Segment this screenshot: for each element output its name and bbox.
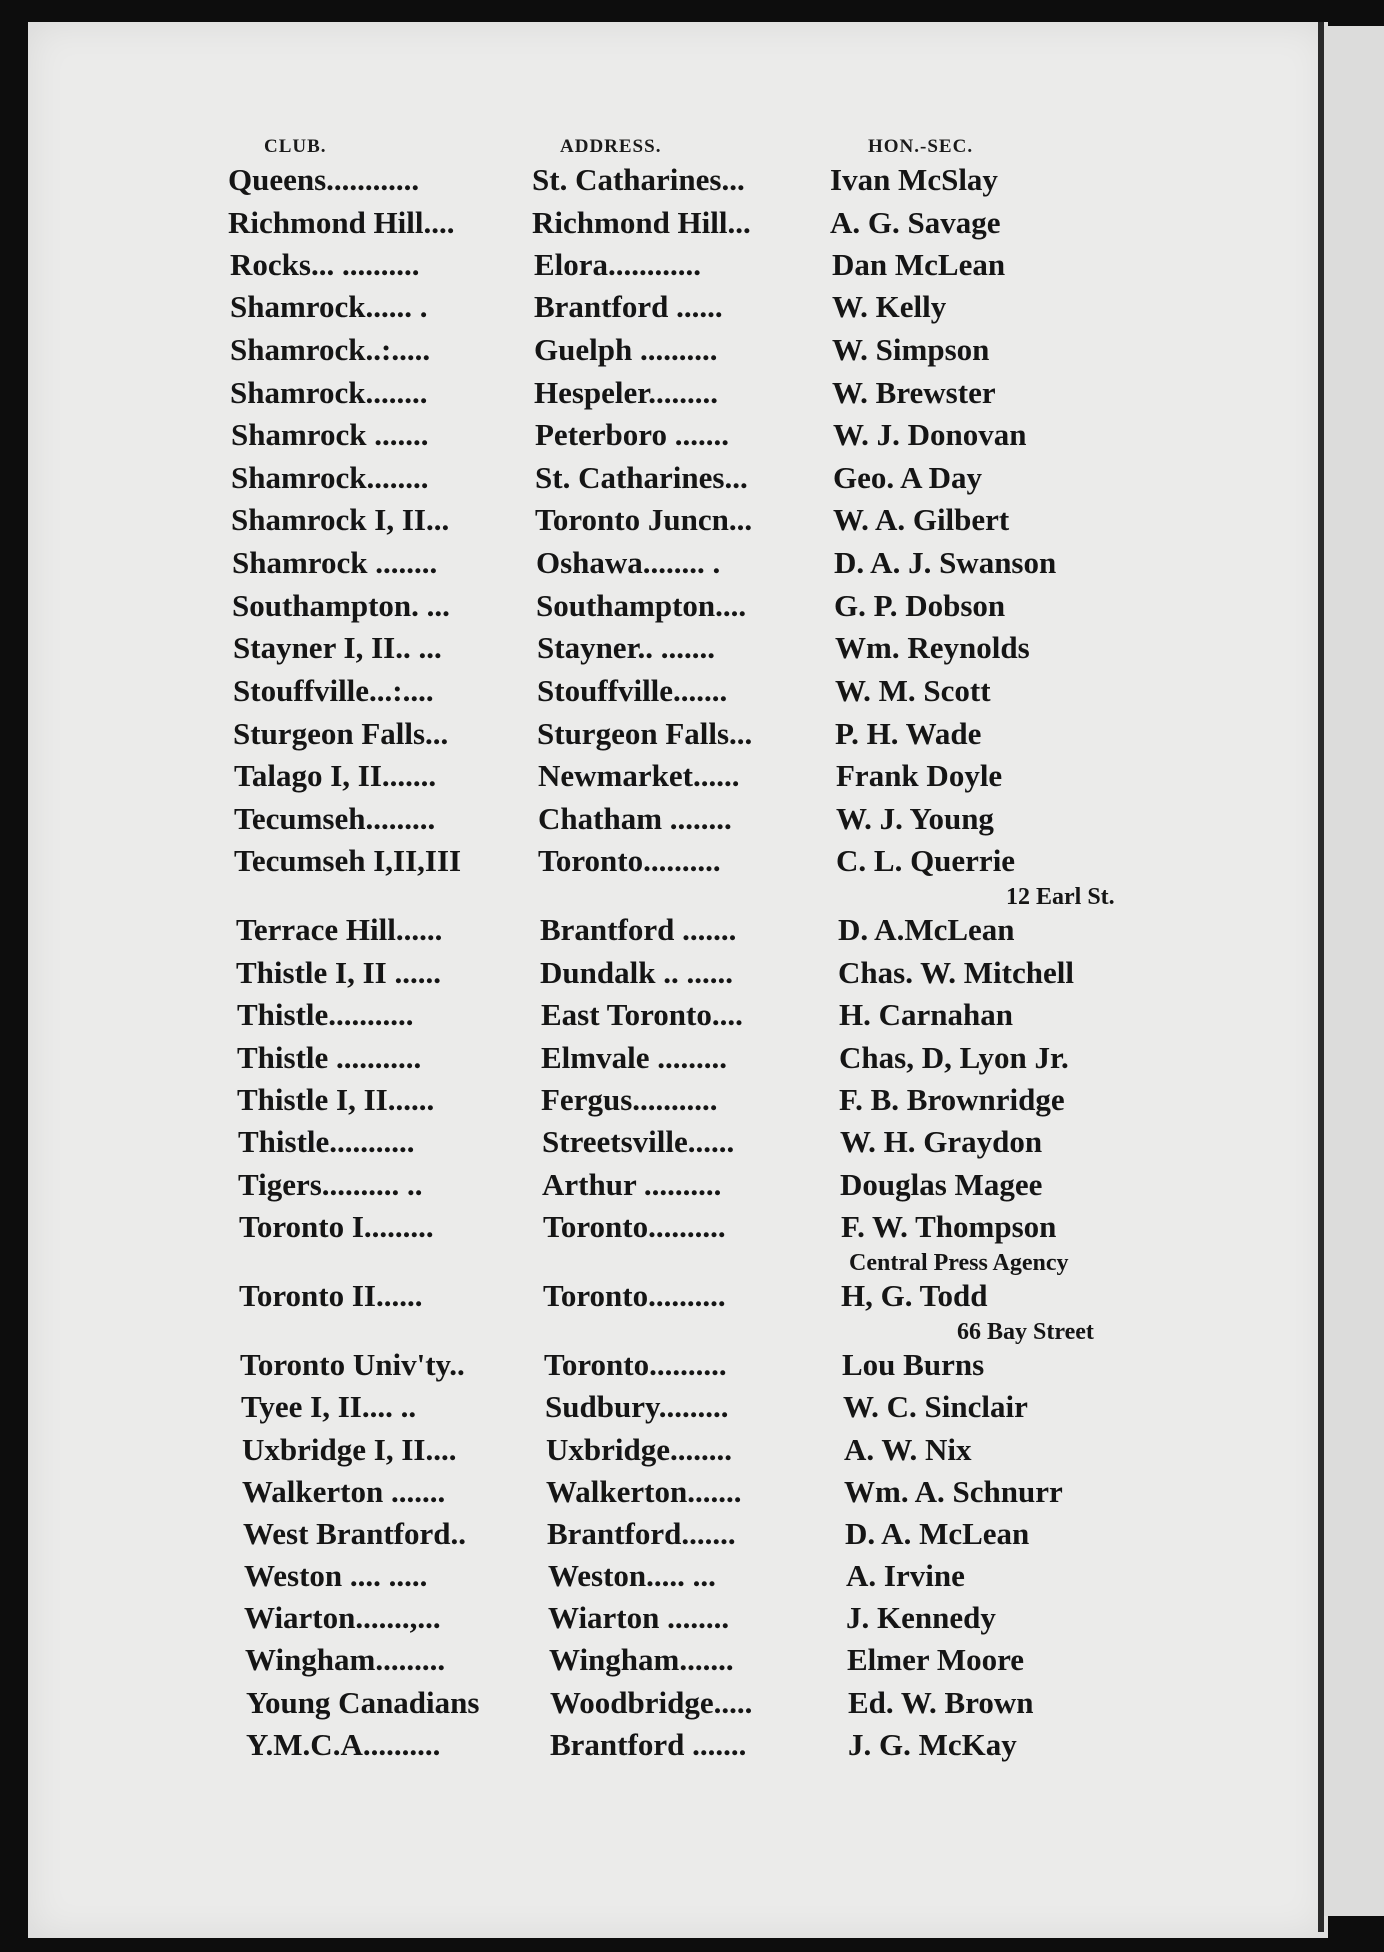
club-name: Thistle I, II...... [237,1082,435,1117]
club-name: Thistle........... [238,1124,415,1159]
hon-secretary: W. J. Donovan [833,417,1027,452]
club-name: Terrace Hill...... [236,912,443,947]
hon-secretary: W. H. Graydon [840,1124,1043,1159]
secretary-address-note: 12 Earl St. [1006,884,1115,910]
club-name: Tecumseh......... [234,801,436,836]
hon-secretary: J. Kennedy [846,1600,996,1635]
hon-secretary: P. H. Wade [835,716,982,751]
club-address: Stouffville....... [537,673,728,708]
hon-secretary: W. A. Gilbert [833,502,1010,537]
hon-secretary: W. C. Sinclair [843,1389,1028,1424]
club-name: Tecumseh I,II,III [234,843,462,878]
club-name: Rocks... .......... [230,247,420,282]
club-name: Shamrock..:..... [230,332,431,367]
club-name: Wingham......... [245,1642,446,1677]
hon-secretary: Dan McLean [832,247,1006,282]
club-name: Stayner I, II.. ... [233,630,442,665]
hon-secretary: Ed. W. Brown [848,1685,1034,1720]
hon-secretary: F. B. Brownridge [839,1082,1065,1117]
club-address: Sturgeon Falls... [537,716,753,751]
club-address: Elora............ [534,247,702,282]
hon-secretary: Frank Doyle [836,758,1003,793]
club-name: Uxbridge I, II.... [242,1432,457,1467]
club-name: Tyee I, II.... .. [241,1389,417,1424]
club-address: Richmond Hill... [532,205,751,240]
club-address: Oshawa........ . [536,545,721,580]
hon-secretary: Elmer Moore [847,1642,1025,1677]
hon-secretary: Wm. A. Schnurr [844,1474,1063,1509]
club-address: Guelph .......... [534,332,718,367]
club-address: Toronto.......... [543,1209,726,1244]
club-address: Dundalk .. ...... [540,955,733,990]
secretary-address-note: 66 Bay Street [957,1319,1094,1345]
club-address: Chatham ........ [538,801,732,836]
hon-secretary: H. Carnahan [839,997,1013,1032]
hon-secretary: A. Irvine [846,1558,965,1593]
hon-secretary: Geo. A Day [833,460,982,495]
header-club: CLUB. [264,136,327,157]
club-name: Tigers.......... .. [238,1167,423,1202]
club-address: Brantford ...... [534,289,723,324]
club-name: Thistle I, II ...... [236,955,441,990]
hon-secretary: W. Simpson [832,332,990,367]
club-address: Weston..... ... [548,1558,716,1593]
hon-secretary: Lou Burns [842,1347,985,1382]
hon-secretary: Chas, D, Lyon Jr. [839,1040,1069,1075]
club-name: Queens............ [228,162,420,197]
club-address: Toronto.......... [538,843,721,878]
hon-secretary: C. L. Querrie [836,843,1016,878]
header-hon-sec: HON.-SEC. [868,136,974,157]
club-address: Woodbridge..... [550,1685,753,1720]
club-address: Wingham....... [549,1642,734,1677]
club-address: Elmvale ......... [541,1040,727,1075]
club-name: Southampton. ... [232,588,450,623]
hon-secretary: D. A.McLean [838,912,1015,947]
club-name: Toronto Univ'ty.. [240,1347,465,1382]
hon-secretary: H, G. Todd [841,1278,988,1313]
club-name: Wiarton.......,... [244,1600,441,1635]
club-name: Shamrock...... . [230,289,428,324]
hon-secretary: D. A. McLean [845,1516,1030,1551]
club-address: Stayner.. ....... [537,630,715,665]
club-address: St. Catharines... [532,162,745,197]
hon-secretary: Ivan McSlay [830,162,998,197]
hon-secretary: W. J. Young [836,801,994,836]
club-name: West Brantford.. [243,1516,467,1551]
club-name: Shamrock ....... [231,417,429,452]
club-address: Wiarton ........ [548,1600,730,1635]
club-name: Toronto I......... [239,1209,434,1244]
hon-secretary: Chas. W. Mitchell [838,955,1074,990]
club-name: Thistle ........... [237,1040,422,1075]
club-address: Arthur .......... [542,1167,722,1202]
adjacent-page-edge [1324,26,1384,1916]
hon-secretary: F. W. Thompson [841,1209,1057,1244]
club-address: St. Catharines... [535,460,748,495]
hon-secretary: W. Kelly [832,289,947,324]
club-name: Toronto II...... [239,1278,423,1313]
hon-secretary: Wm. Reynolds [835,630,1030,665]
club-address: Sudbury......... [545,1389,729,1424]
hon-secretary: G. P. Dobson [834,588,1006,623]
club-address: Toronto Juncn... [535,502,753,537]
club-address: Toronto.......... [544,1347,727,1382]
club-address: Brantford ....... [540,912,737,947]
club-address: Brantford....... [547,1516,736,1551]
club-address: Walkerton....... [546,1474,742,1509]
club-address: Brantford ....... [550,1727,747,1762]
hon-secretary: A. G. Savage [830,205,1001,240]
hon-secretary: J. G. McKay [848,1727,1017,1762]
club-address: Uxbridge........ [546,1432,732,1467]
club-name: Shamrock ........ [232,545,438,580]
club-address: Fergus........... [541,1082,718,1117]
secretary-address-note: Central Press Agency [849,1250,1069,1276]
club-address: Newmarket...... [538,758,740,793]
club-name: Stouffville...:.... [233,673,434,708]
club-name: Richmond Hill.... [228,205,455,240]
hon-secretary: W. M. Scott [835,673,991,708]
club-name: Talago I, II....... [234,758,437,793]
club-name: Sturgeon Falls... [233,716,449,751]
club-name: Young Canadians [246,1685,480,1720]
hon-secretary: A. W. Nix [844,1432,972,1467]
hon-secretary: W. Brewster [832,375,996,410]
header-address: ADDRESS. [560,136,662,157]
club-name: Shamrock I, II... [231,502,450,537]
hon-secretary: D. A. J. Swanson [834,545,1057,580]
club-address: East Toronto.... [541,997,743,1032]
club-name: Walkerton ....... [242,1474,446,1509]
club-address: Southampton.... [536,588,747,623]
club-address: Peterboro ....... [535,417,729,452]
club-name: Y.M.C.A.......... [246,1727,441,1762]
club-name: Thistle........... [237,997,414,1032]
club-address: Hespeler......... [534,375,718,410]
club-address: Streetsville...... [542,1124,735,1159]
hon-secretary: Douglas Magee [840,1167,1043,1202]
club-name: Shamrock........ [231,460,429,495]
club-name: Weston .... ..... [244,1558,428,1593]
club-name: Shamrock........ [230,375,428,410]
club-address: Toronto.......... [543,1278,726,1313]
